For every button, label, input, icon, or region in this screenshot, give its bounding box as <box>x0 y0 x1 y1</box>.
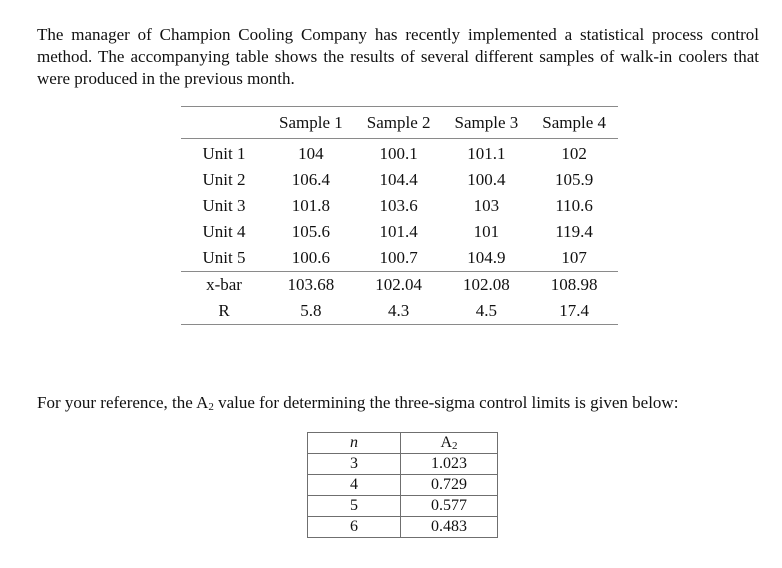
table-cell: 100.4 <box>467 170 506 189</box>
table-cell: 101 <box>473 222 500 241</box>
a2-header-row <box>308 433 498 454</box>
header-a2-subscript: 2 <box>452 440 458 452</box>
header-n: n <box>308 433 401 454</box>
table-row <box>181 139 618 168</box>
results-corner-cell <box>181 107 267 139</box>
a2-cell: 0.729 <box>401 475 498 496</box>
table-cell: 100.6 <box>291 248 330 267</box>
table-cell: 105.6 <box>291 222 330 241</box>
n-cell: 6 <box>308 517 401 538</box>
row-label: x-bar <box>206 275 242 294</box>
table-cell: 107 <box>561 248 587 267</box>
table-cell: 101.4 <box>379 222 418 241</box>
a2-factor-table <box>307 432 498 538</box>
header-sample-1: Sample 1 <box>279 112 343 132</box>
table-row <box>308 475 498 496</box>
row-label: R <box>218 301 230 320</box>
table-cell: 103.6 <box>379 196 418 215</box>
table-cell: 103 <box>473 196 500 215</box>
table-row <box>181 167 618 193</box>
row-label: Unit 4 <box>202 222 246 241</box>
table-cell: 104 <box>298 144 324 163</box>
a2-cell: 0.577 <box>401 496 498 517</box>
table-cell: 101.1 <box>467 144 506 163</box>
table-cell: 5.8 <box>300 301 322 320</box>
a2-cell: 1.023 <box>401 454 498 475</box>
table-cell: 108.98 <box>550 275 598 294</box>
table-cell: 102.04 <box>375 275 422 294</box>
header-sample-4: Sample 4 <box>542 112 606 132</box>
table-cell: 101.8 <box>291 196 330 215</box>
table-cell: 102 <box>561 144 587 163</box>
table-cell: 4.3 <box>388 301 410 320</box>
table-cell: 102.08 <box>463 275 510 294</box>
n-cell: 5 <box>308 496 401 517</box>
row-label: Unit 2 <box>202 170 246 189</box>
table-cell: 17.4 <box>559 301 589 320</box>
table-cell: 100.1 <box>379 144 418 163</box>
table-cell: 104.4 <box>379 170 418 189</box>
table-row <box>181 245 618 272</box>
reference-text-after: value for determining the three-sigma control limits is given below: <box>213 393 679 412</box>
header-a2-letter: A <box>440 434 453 451</box>
reference-paragraph <box>37 392 759 414</box>
n-cell: 4 <box>308 475 401 496</box>
row-label: Unit 1 <box>202 144 246 163</box>
a2-cell: 0.483 <box>401 517 498 538</box>
header-sample-3: Sample 3 <box>454 112 519 132</box>
table-cell: 100.7 <box>379 248 418 267</box>
table-cell: 105.9 <box>555 170 594 189</box>
table-row <box>181 219 618 245</box>
table-cell: 104.9 <box>467 248 506 267</box>
header-sample-2: Sample 2 <box>366 112 431 132</box>
range-row <box>181 298 618 325</box>
xbar-row <box>181 272 618 299</box>
table-row <box>308 496 498 517</box>
table-cell: 103.68 <box>287 275 335 294</box>
reference-text-before: For your reference, the A <box>37 393 209 412</box>
table-cell: 106.4 <box>291 170 330 189</box>
table-row <box>181 193 618 219</box>
table-row <box>308 517 498 538</box>
table-cell: 110.6 <box>555 196 593 215</box>
header-a2 <box>401 433 498 454</box>
table-row <box>308 454 498 475</box>
n-cell: 3 <box>308 454 401 475</box>
row-label: Unit 3 <box>202 196 246 215</box>
table-cell: 4.5 <box>475 301 497 320</box>
row-label: Unit 5 <box>202 248 246 267</box>
reference-subscript: 2 <box>208 401 214 413</box>
results-header-row <box>181 107 618 139</box>
intro-paragraph: The manager of Champion Cooling Company has recently implemented a statistical process control method. The accompanying table shows the results of several different samples of walk-in coolers that were produced in the previous month. <box>37 25 759 88</box>
sample-results-table <box>181 106 618 325</box>
table-cell: 119.4 <box>555 222 593 241</box>
